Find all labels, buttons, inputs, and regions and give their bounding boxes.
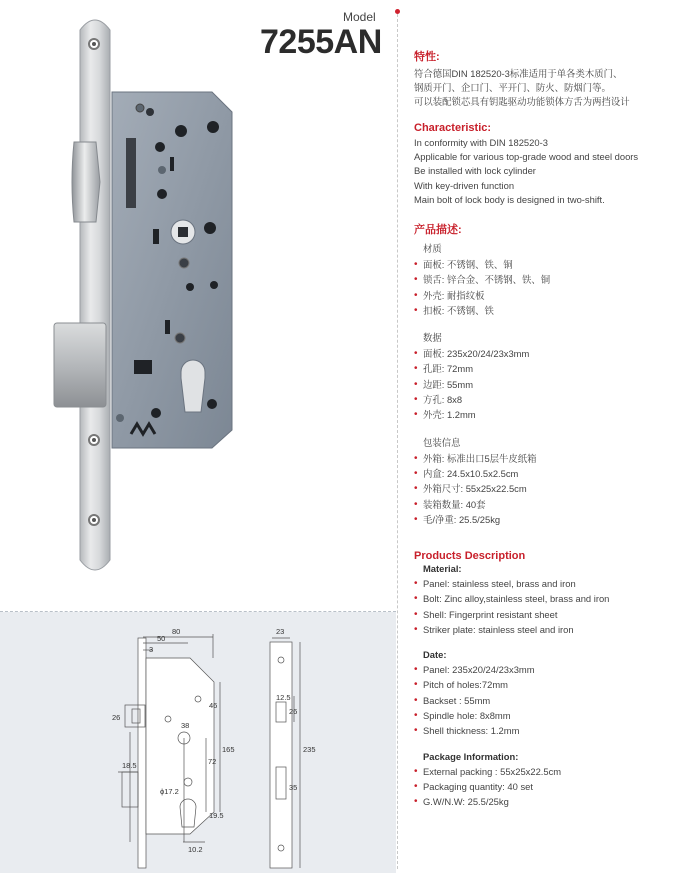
dim-10-2: 10.2 xyxy=(188,845,203,854)
dim-17-2: ϕ17.2 xyxy=(160,787,179,796)
product-cn-title: 产品描述: xyxy=(414,224,462,236)
pack-en-item: • G.W/N.W: 25.5/25kg xyxy=(414,794,669,809)
dim-46: 46 xyxy=(209,701,218,710)
side-dim-23: 23 xyxy=(276,627,285,636)
characteristic-line: Be installed with lock cylinder xyxy=(414,165,536,177)
pack-cn-item: • 内盒: 24.5x10.5x2.5cm xyxy=(414,466,669,481)
dim-50: 50 xyxy=(157,634,166,643)
material-cn-item: • 扣板: 不锈钢、铁 xyxy=(414,303,669,318)
data-cn-heading: 数据 xyxy=(423,332,442,344)
data-cn-item: • 方孔: 8x8 xyxy=(414,392,669,407)
dead-bolt xyxy=(54,323,106,407)
features-cn-title: 特性: xyxy=(414,51,440,63)
lock-product-photo xyxy=(0,0,396,600)
pack-cn-item: • 外箱: 标准出口5层牛皮纸箱 xyxy=(414,451,669,466)
pack-cn-item: • 装箱数量: 40套 xyxy=(414,497,669,512)
pack-cn-item: • 毛/净重: 25.5/25kg xyxy=(414,512,669,527)
material-cn-item: • 外壳: 耐指纹板 xyxy=(414,288,669,303)
data-cn-item: • 面板: 235x20/24/23x3mm xyxy=(414,346,669,361)
material-en-item: • Shell: Fingerprint resistant sheet xyxy=(414,607,669,622)
data-en-item: • Backset : 55mm xyxy=(414,693,669,708)
features-cn-line: 符合德国DIN 182520-3标准适用于单各类木质门、 xyxy=(414,68,623,79)
technical-drawing xyxy=(0,612,396,873)
material-en-item: • Striker plate: stainless steel and iron xyxy=(414,622,669,637)
pack-en-item: • External packing : 55x25x22.5cm xyxy=(414,764,669,779)
data-en-item: • Shell thickness: 1.2mm xyxy=(414,723,669,738)
features-cn-line: 钢质开门、企口门、平开门、防火、防烟门等。 xyxy=(414,82,611,94)
characteristic-line: In conformity with DIN 182520-3 xyxy=(414,137,548,148)
characteristic-line: With key-driven function xyxy=(414,179,515,191)
dim-165: 165 xyxy=(222,745,235,754)
features-cn-section xyxy=(414,48,669,110)
model-label: Model xyxy=(343,10,376,24)
dim-80: 80 xyxy=(172,627,181,636)
pack-cn-item: • 外箱尺寸: 55x25x22.5cm xyxy=(414,481,669,496)
column-divider xyxy=(397,14,398,869)
characteristic-line: Main bolt of lock body is designed in two-shift. xyxy=(414,193,605,205)
dim-19-5: 19.5 xyxy=(209,811,224,820)
material-en-item: • Bolt: Zinc alloy,stainless steel, brass and iron xyxy=(414,591,669,606)
material-en-item: • Panel: stainless steel, brass and iron xyxy=(414,576,669,591)
dim-38: 38 xyxy=(181,721,190,730)
latch-bolt xyxy=(72,142,100,222)
dim-26: 26 xyxy=(112,713,121,722)
data-cn-item: • 边距: 55mm xyxy=(414,377,669,392)
characteristic-line: Applicable for various top-grade wood and steel doors xyxy=(414,151,639,163)
data-cn-item: • 外壳: 1.2mm xyxy=(414,407,669,422)
data-cn-item: • 孔距: 72mm xyxy=(414,361,669,376)
product-en-title: Products Description xyxy=(414,550,526,562)
material-cn-heading: 材质 xyxy=(423,243,442,254)
features-cn-line: 可以装配锁芯具有钥匙驱动功能锁体方舌为两挡设计 xyxy=(414,96,630,108)
model-code: 7255AN xyxy=(260,23,382,61)
data-en-heading: Date: xyxy=(423,649,447,661)
material-cn-item: • 面板: 不锈钢、铁、铜 xyxy=(414,257,669,272)
side-dim-12-5: 12.5 xyxy=(276,693,291,702)
dim-18-5: 18.5 xyxy=(122,761,137,770)
characteristic-title: Characteristic: xyxy=(414,122,492,134)
side-dim-235: 235 xyxy=(303,745,316,754)
data-en-item: • Pitch of holes:72mm xyxy=(414,677,669,692)
material-en-heading: Material: xyxy=(423,563,462,574)
dim-72: 72 xyxy=(208,757,217,766)
faceplate xyxy=(80,20,110,570)
data-en-item: • Spindle hole: 8x8mm xyxy=(414,708,669,723)
product-en-section xyxy=(414,550,669,810)
pack-en-item: • Packaging quantity: 40 set xyxy=(414,779,669,794)
characteristic-section xyxy=(414,122,669,207)
data-en-item: • Panel: 235x20/24/23x3mm xyxy=(414,662,669,677)
dim-3: 3 xyxy=(149,645,154,654)
material-cn-item: • 锁舌: 锌合金、不锈钢、铁、铜 xyxy=(414,272,669,287)
product-cn-section xyxy=(414,221,669,527)
side-dim-26: 26 xyxy=(289,707,298,716)
pack-en-heading: Package Information: xyxy=(423,750,519,762)
pack-cn-heading: 包装信息 xyxy=(423,436,461,448)
side-dim-35: 35 xyxy=(289,783,298,792)
